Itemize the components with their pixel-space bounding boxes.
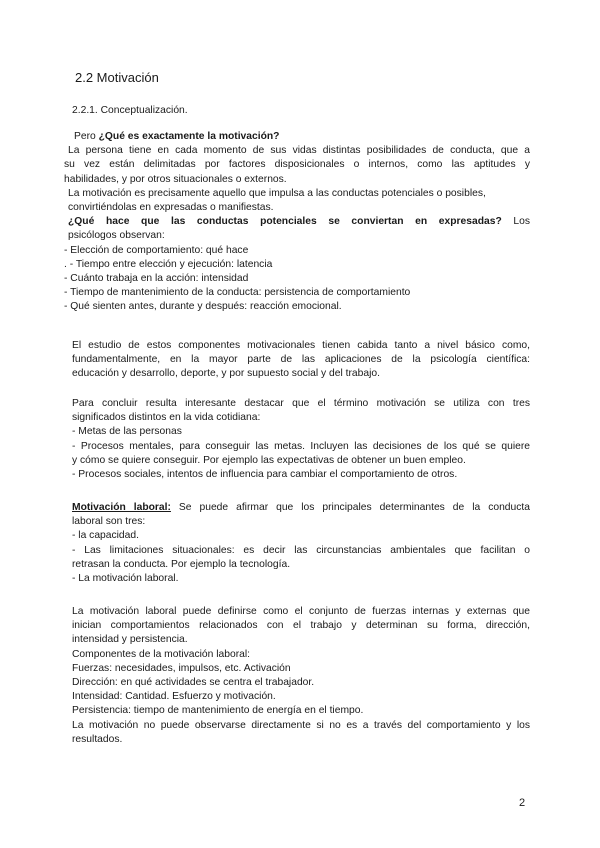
intro-line: su vez están delimitadas por factores disposicionales o internos, como las aptitudes y <box>64 159 530 171</box>
list-item: - la capacidad. <box>72 530 139 542</box>
intro-question-prefix: Pero <box>74 131 99 142</box>
intro-question-line <box>64 130 530 144</box>
paragraph-line: educación y desarrollo, deporte, y por supuesto social y del trabajo. <box>72 368 380 380</box>
list-item: . - Tiempo entre elección y ejecución: latencia <box>64 258 273 270</box>
intro-block <box>64 130 530 315</box>
intro-line: La motivación es precisamente aquello que impulsa a las conductas potenciales o posibles, <box>68 187 486 199</box>
paragraph-line: resultados. <box>72 733 123 745</box>
list-item: - Cuánto trabaja en la acción: intensidad <box>64 273 249 285</box>
labor-heading-line <box>64 501 530 515</box>
list-item: - Las limitaciones situacionales: es decir las circunstancias ambientales que facilitan o <box>72 544 530 556</box>
component-line: Intensidad: Cantidad. Esfuerzo y motivación. <box>72 691 276 703</box>
component-line: Dirección: en qué actividades se centra el trabajador. <box>72 677 315 689</box>
intro-line: habilidades, y por otros situacionales o externos. <box>64 173 287 185</box>
intro-line: psicólogos observan: <box>68 230 165 242</box>
study-paragraph <box>64 339 530 382</box>
labor-paragraph <box>64 501 530 586</box>
list-item: - Qué sienten antes, durante y después: reacción emocional. <box>64 301 342 313</box>
page-number: 2 <box>519 797 526 809</box>
subsection-title: 2.2.1. Conceptualización. <box>72 105 188 116</box>
paragraph-line: laboral son tres: <box>72 516 146 528</box>
intro-question2: ¿Qué hace que las conductas potenciales se conviertan en expresadas? <box>68 216 502 228</box>
intro-question2-tail: Los <box>501 216 531 228</box>
list-item: - Elección de comportamiento: qué hace <box>64 244 249 256</box>
paragraph-line: significados distintos en la vida cotidiana: <box>72 412 261 424</box>
labor-heading: Motivación laboral: <box>72 502 171 513</box>
component-line: Fuerzas: necesidades, impulsos, etc. Activación <box>72 662 291 674</box>
paragraph-line: - Metas de las personas <box>72 426 182 438</box>
list-item: - La motivación laboral. <box>72 573 179 585</box>
paragraph-line: - Procesos sociales, intentos de influencia para cambiar el comportamiento de otros. <box>72 469 458 481</box>
paragraph-line: - Procesos mentales, para conseguir las metas. Incluyen las decisiones de los qué se quiere <box>72 440 530 452</box>
paragraph-line: fundamentalmente, en la mayor parte de las aplicaciones de la psicología científica: <box>72 354 530 366</box>
paragraph-line: intensidad y persistencia. <box>72 634 188 646</box>
paragraph-line: La motivación no puede observarse directamente si no es a través del comportamiento y los <box>72 719 530 731</box>
intro-line: convirtiéndolas en expresadas o manifiestas. <box>68 202 274 214</box>
list-item: - Tiempo de mantenimiento de la conducta: persistencia de comportamiento <box>64 287 411 299</box>
intro-question: ¿Qué es exactamente la motivación? <box>98 131 280 142</box>
labor-heading-tail: Se puede afirmar que los principales determinantes de la conducta <box>170 502 530 513</box>
paragraph-line: retrasan la conducta. Por ejemplo la tecnología. <box>72 558 291 570</box>
paragraph-line: Componentes de la motivación laboral: <box>72 648 251 660</box>
paragraph-line: inician comportamientos relacionados con el trabajo y determinan su forma, dirección, <box>72 620 530 632</box>
conclusion-paragraph <box>64 397 530 482</box>
section-title: 2.2 Motivación <box>75 70 159 85</box>
paragraph-line: El estudio de estos componentes motivacionales tienen cabida tanto a nivel básico como, <box>72 340 530 351</box>
paragraph-line: y cómo se quiere conseguir. Por ejemplo las expectativas de obtener un buen empleo. <box>72 454 466 466</box>
intro-question2-line <box>64 215 530 229</box>
paragraph-line: Para concluir resulta interesante destacar que el término motivación se utiliza con tres <box>72 398 530 409</box>
paragraph-line: La motivación laboral puede definirse como el conjunto de fuerzas internas y externas que <box>72 606 530 617</box>
definition-paragraph <box>64 605 530 747</box>
component-line: Persistencia: tiempo de mantenimiento de energía en el tiempo. <box>72 705 364 717</box>
intro-line: La persona tiene en cada momento de sus vidas distintas posibilidades de conducta, que a <box>68 145 530 157</box>
